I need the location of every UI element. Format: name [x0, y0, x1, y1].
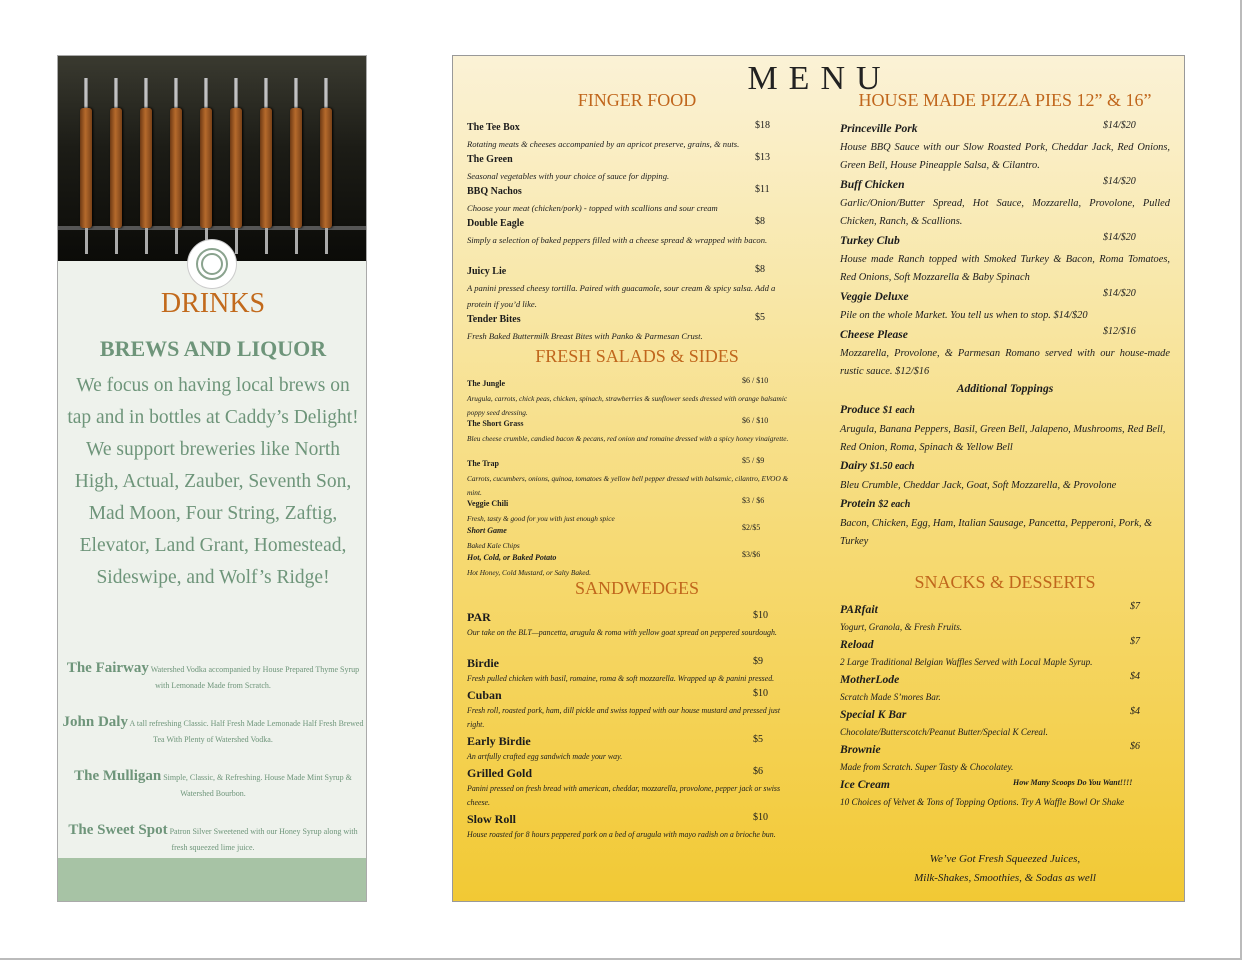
item-name: Cuban: [467, 688, 502, 702]
section-heading-snacks: SNACKS & DESSERTS: [914, 572, 1096, 592]
item-name: The Tee Box: [467, 122, 520, 133]
tap-spout: [115, 228, 118, 254]
item-price: $6 / $10: [742, 416, 769, 425]
cocktail-item: [62, 660, 364, 694]
drinks-panel: [57, 55, 367, 902]
item-desc: Baked Kale Chips: [467, 541, 520, 550]
item-price: $14/$20: [1103, 232, 1136, 243]
tap-spout: [175, 228, 178, 254]
tap-spout: [295, 228, 298, 254]
topping-group: [840, 495, 1170, 552]
item-price: $10: [753, 812, 768, 823]
tap-handle: [260, 108, 272, 228]
menu-item: [467, 416, 792, 446]
item-desc: Fresh Baked Buttermilk Breast Bites with Panko & Parmesan Crust.: [467, 331, 703, 341]
item-desc: Fresh pulled chicken with basil, romaine, roma & soft mozzarella. Wrapped up & panini pressed.: [467, 674, 775, 683]
topping-price: $1.50 each: [869, 461, 915, 472]
tap-handle: [290, 108, 302, 228]
topping-price: $1 each: [882, 405, 915, 416]
tap-spout: [145, 228, 148, 254]
menu-item: [467, 686, 792, 731]
tap-spout: [235, 228, 238, 254]
item-desc: Arugula, carrots, chick peas, chicken, spinach, strawberries & sunflower seeds dressed with orange balsamic poppy seed dressing.: [467, 394, 788, 417]
item-name: Grilled Gold: [467, 766, 533, 780]
tap-spout: [325, 228, 328, 254]
additional-toppings-heading: Additional Toppings: [956, 382, 1054, 395]
item-desc: Scratch Made S’mores Bar.: [840, 691, 941, 702]
item-name: Tender Bites: [467, 314, 521, 325]
item-price: $6: [1130, 741, 1140, 752]
topping-name: Protein: [840, 497, 876, 510]
item-name: Turkey Club: [840, 234, 900, 247]
ice-cream-note: How Many Scoops Do You Want!!!!: [1013, 778, 1133, 787]
item-desc: Chocolate/Butterscotch/Peanut Butter/Special K Cereal.: [840, 726, 1048, 737]
item-desc: Pile on the whole Market. You tell us when to stop. $14/$20: [840, 309, 1088, 321]
item-desc: House made Ranch topped with Smoked Turkey & Bacon, Roma Tomatoes, Red Onions, Soft Mozzarella & Baby Spinach: [840, 253, 1170, 284]
item-desc: Garlic/Onion/Butter Spread, Hot Sauce, Mozzarella, Provolone, Pulled Chicken, Ranch, & Scallions.: [840, 197, 1170, 228]
item-desc: Our take on the BLT—pancetta, arugula & roma with yellow goat spread on peppered sourdough.: [467, 628, 777, 637]
item-price: $14/$20: [1103, 288, 1136, 299]
tap-handle: [200, 108, 212, 228]
item-price: $3 / $6: [742, 496, 765, 505]
cocktail-item: [62, 822, 364, 856]
beer-tap-photo: [58, 56, 367, 261]
cocktail-item: [62, 714, 364, 748]
cocktail-name: The Mulligan: [74, 768, 162, 784]
section-heading-finger-food: FINGER FOOD: [577, 90, 697, 110]
item-price: $7: [1130, 636, 1140, 647]
cocktail-desc: A tall refreshing Classic. Half Fresh Made Lemonade Half Fresh Brewed Tea With Plenty of Watershed Vodka.: [129, 719, 364, 744]
item-name: The Trap: [467, 459, 499, 468]
item-price: $6: [753, 766, 763, 777]
item-desc: 2 Large Traditional Belgian Waffles Served with Local Maple Syrup.: [840, 656, 1093, 667]
section-heading-pizza: HOUSE MADE PIZZA PIES 12” & 16”: [858, 90, 1152, 110]
topping-price: $2 each: [878, 499, 911, 510]
item-name: Ice Cream: [840, 778, 890, 791]
item-name: MotherLode: [840, 673, 900, 686]
item-price: $4: [1130, 671, 1140, 682]
item-price: $6 / $10: [742, 376, 769, 385]
item-price: $10: [753, 610, 768, 621]
tap-handle: [140, 108, 152, 228]
item-desc: House BBQ Sauce with our Slow Roasted Pork, Cheddar Jack, Red Onions, Green Bell, House Pineapple Salsa, & Cilantro.: [840, 141, 1170, 172]
menu-item: [840, 288, 1170, 325]
cocktail-name: The Sweet Spot: [68, 822, 168, 838]
topping-name: Produce: [840, 403, 880, 416]
tap-handle: [320, 108, 332, 228]
item-desc: Bleu cheese crumble, candied bacon & pecans, red onion and romaine dressed with a spicy honey vinaigrette.: [467, 434, 789, 443]
item-price: $8: [755, 264, 765, 275]
item-desc: Hot Honey, Cold Mustard, or Salty Baked.: [467, 568, 591, 577]
item-name: Birdie: [467, 656, 499, 670]
menu-item: [467, 732, 792, 764]
item-desc: A panini pressed cheesy tortilla. Paired with guacamole, sour cream & spicy salsa. Add a protein if you’d like.: [467, 283, 776, 309]
item-name: Veggie Deluxe: [840, 290, 909, 303]
item-name: Juicy Lie: [467, 266, 507, 277]
item-name: BBQ Nachos: [467, 186, 522, 197]
menu-item: [467, 376, 792, 419]
item-name: The Green: [467, 154, 513, 165]
topping-desc: Bacon, Chicken, Egg, Ham, Italian Sausage, Pancetta, Pepperoni, Pork, & Turkey: [840, 517, 1153, 548]
item-price: $11: [755, 184, 770, 195]
tap-handle: [230, 108, 242, 228]
item-name: The Jungle: [467, 379, 506, 388]
cocktail-desc: Patron Silver Sweetened with our Honey Syrup along with fresh squeezed lime juice.: [169, 827, 358, 852]
section-heading-salads: FRESH SALADS & SIDES: [535, 346, 739, 366]
section-heading-sandwiches: SANDWEDGES: [575, 578, 699, 598]
menu-title: MENU: [747, 60, 892, 97]
cocktail-desc: Simple, Classic, & Refreshing. House Made Mint Syrup & Watershed Bourbon.: [163, 773, 352, 798]
item-price: $3/$6: [742, 550, 761, 559]
menu-item: [467, 216, 792, 248]
menu-item: [467, 264, 792, 312]
tap-handle: [170, 108, 182, 228]
menu-item: [467, 152, 792, 184]
item-desc: Simply a selection of baked peppers filled with a cheese spread & wrapped with bacon.: [467, 235, 768, 245]
item-price: $2/$5: [742, 523, 761, 532]
topping-group: [840, 401, 1170, 458]
item-desc: Yogurt, Granola, & Fresh Fruits.: [840, 621, 963, 632]
item-desc: Rotating meats & cheeses accompanied by an apricot preserve, grains, & nuts.: [467, 139, 740, 149]
topping-desc: Arugula, Banana Peppers, Basil, Green Bell, Jalapeno, Mushrooms, Red Bell, Red Onion, Roma, Spinach & Yellow Bell: [840, 423, 1166, 454]
menu-item: [467, 312, 792, 344]
item-name: Early Birdie: [467, 734, 531, 748]
item-desc: Fresh roll, roasted pork, ham, dill pickle and swiss topped with our house mustard and pressed just right.: [467, 706, 781, 729]
menu-item: [840, 706, 1170, 741]
cocktail-name: John Daly: [62, 714, 128, 730]
item-desc: Fresh, tasty & good for you with just enough spice: [467, 514, 615, 523]
item-desc: 10 Choices of Velvet & Tons of Topping Options. Try A Waffle Bowl Or Shake: [840, 796, 1125, 807]
item-price: $12/$16: [1103, 326, 1136, 337]
menu-item: [467, 120, 792, 152]
tap-handle: [80, 108, 92, 228]
item-price: $4: [1130, 706, 1140, 717]
item-price: $14/$20: [1103, 120, 1136, 131]
topping-name: Dairy: [840, 459, 868, 472]
item-price: $8: [755, 216, 765, 227]
topping-group: [840, 457, 1170, 495]
footer-line-2: Milk-Shakes, Smoothies, & Sodas as well: [914, 872, 1096, 884]
menu-item: [840, 601, 1170, 636]
item-name: Double Eagle: [467, 218, 524, 229]
item-price: $5 / $9: [742, 456, 765, 465]
item-name: The Short Grass: [467, 419, 524, 428]
circle-logo-icon: [188, 240, 236, 288]
item-name: Hot, Cold, or Baked Potato: [467, 553, 557, 562]
item-name: Veggie Chili: [467, 499, 509, 508]
item-price: $5: [753, 734, 763, 745]
item-desc: Seasonal vegetables with your choice of sauce for dipping.: [467, 171, 670, 181]
menu-panel: [452, 55, 1185, 902]
drinks-title: DRINKS: [160, 288, 266, 319]
menu-item: [467, 496, 792, 526]
item-name: Buff Chicken: [840, 178, 905, 191]
menu-item: [467, 523, 792, 553]
item-name: Short Game: [467, 526, 507, 535]
item-price: $14/$20: [1103, 176, 1136, 187]
drinks-subtitle: BREWS AND LIQUOR: [99, 336, 327, 361]
cocktail-desc: Watershed Vodka accompanied by House Prepared Thyme Syrup with Lemonade Made from Scratch.: [150, 665, 360, 690]
menu-item: [840, 326, 1170, 382]
item-desc: Carrots, cucumbers, onions, quinoa, tomatoes & yellow bell pepper dressed with balsamic, cilantro, EVOO & mint.: [467, 474, 789, 497]
item-price: $5: [755, 312, 765, 323]
item-price: $18: [755, 120, 770, 131]
footer-line-1: We’ve Got Fresh Squeezed Juices,: [929, 853, 1081, 865]
item-desc: Panini pressed on fresh bread with american, cheddar, mozzarella, provolone, pepper jack or swiss cheese.: [467, 784, 781, 807]
item-name: Cheese Please: [840, 328, 908, 341]
menu-item: [840, 176, 1170, 232]
item-price: $13: [755, 152, 770, 163]
tap-spout: [265, 228, 268, 254]
item-desc: Made from Scratch. Super Tasty & Chocolatey.: [840, 761, 1014, 772]
topping-desc: Bleu Crumble, Cheddar Jack, Goat, Soft Mozzarella, & Provolone: [840, 479, 1117, 491]
menu-item: [467, 654, 792, 686]
menu-item: [840, 120, 1170, 176]
tap-spout: [85, 228, 88, 254]
menu-item: [467, 764, 792, 809]
item-price: $10: [753, 688, 768, 699]
item-price: $7: [1130, 601, 1140, 612]
item-name: PARfait: [840, 603, 878, 616]
menu-item: [467, 456, 792, 499]
menu-item: [840, 741, 1170, 776]
cocktail-item: [62, 768, 364, 802]
item-price: $9: [753, 656, 763, 667]
item-name: Special K Bar: [840, 708, 907, 721]
menu-item: [840, 232, 1170, 288]
cocktail-name: The Fairway: [66, 660, 149, 676]
item-desc: Mozzarella, Provolone, & Parmesan Romano served with our house-made rustic sauce. $12/$16: [840, 347, 1170, 378]
menu-item: [467, 608, 792, 640]
item-name: Brownie: [840, 743, 881, 756]
item-desc: An artfully crafted egg sandwich made your way.: [467, 752, 623, 761]
tap-handle: [110, 108, 122, 228]
item-name: PAR: [467, 610, 491, 624]
drinks-footer-band: [58, 858, 367, 902]
item-desc: House roasted for 8 hours peppered pork on a bed of arugula with mayo radish on a brioche bun.: [467, 830, 776, 839]
menu-item: [467, 810, 792, 842]
menu-item: [840, 671, 1170, 706]
item-desc: Choose your meat (chicken/pork) - topped with scallions and sour cream: [467, 203, 718, 213]
menu-item: [467, 184, 792, 216]
menu-item: [840, 636, 1170, 671]
item-name: Princeville Pork: [840, 122, 918, 135]
item-name: Slow Roll: [467, 812, 517, 826]
drinks-description: We focus on having local brews on tap and in bottles at Caddy’s Delight! We support breweries like North High, Actual, Zauber, Seventh Son, Mad Moon, Four String, Zaftig, Elevator, Land Grant, Homestead, Sideswipe, and Wolf’s Ridge!: [67, 375, 359, 588]
menu-footer-note: [840, 850, 1170, 888]
item-name: Reload: [840, 638, 874, 651]
menu-item: [467, 550, 792, 580]
